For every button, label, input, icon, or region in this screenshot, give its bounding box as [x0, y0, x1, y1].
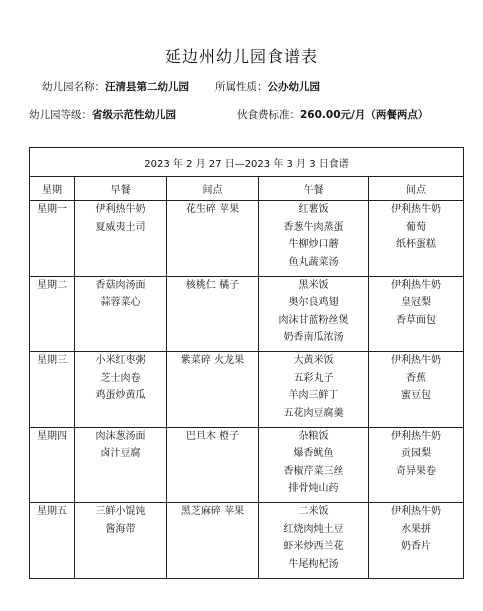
dish-item: 五彩丸子 [293, 372, 334, 384]
snack-2-cell [369, 503, 464, 579]
breakfast-cell [75, 201, 167, 277]
dish-item: 大黄米饭 [293, 355, 334, 367]
dish-item: 香菇肉汤面 [95, 279, 146, 291]
level-value: 省级示范性幼儿园 [92, 109, 176, 121]
dish-item: 香草面包 [396, 314, 437, 326]
kindergarten-type [215, 79, 320, 94]
dish-item: 酱海带 [105, 523, 136, 535]
dish-item: 肉沫葱汤面 [95, 430, 146, 442]
fee-label: 伙食费标准： [237, 109, 300, 121]
day-cell [30, 276, 75, 352]
snack-2-cell [369, 201, 464, 277]
breakfast-cell [75, 352, 167, 428]
dish-item: 蒜蓉菜心 [100, 297, 141, 309]
dish-item: 纸杯蛋糕 [396, 239, 437, 251]
dish-item: 鸡蛋炒黄瓜 [95, 390, 146, 402]
table-row [30, 276, 464, 352]
header-snack-2: 间点 [369, 177, 464, 201]
dish-item: 杂粮饭 [298, 430, 329, 442]
snack-1-cell [167, 427, 259, 503]
breakfast-cell [75, 503, 167, 579]
snack-1-cell [167, 276, 259, 352]
lunch-cell [259, 427, 369, 503]
day-label: 星期二 [37, 279, 67, 291]
snack-2-cell [369, 352, 464, 428]
dish-item: 夏威夷土司 [95, 221, 146, 233]
day-cell [30, 503, 75, 579]
type-label: 所属性质： [215, 81, 268, 93]
dish-item: 巴旦木 橙子 [185, 430, 240, 442]
day-cell [30, 352, 75, 428]
dish-item: 伊利热牛奶 [391, 506, 442, 518]
table-caption-row [30, 148, 464, 177]
dish-item: 芝士肉卷 [100, 372, 141, 384]
dish-item: 五花肉豆腐羹 [283, 407, 344, 419]
dish-item: 奥尔良鸡翅 [288, 297, 339, 309]
dish-item: 爆香鱿鱼 [293, 448, 334, 460]
level-label: 幼儿园等级： [29, 109, 92, 121]
kindergarten-level [29, 107, 176, 122]
dish-item: 黑米饭 [298, 279, 329, 291]
dish-item: 排骨炖山药 [288, 483, 339, 495]
table-row [30, 503, 464, 579]
dish-item: 香葱牛肉蒸蛋 [283, 221, 344, 233]
snack-2-cell [369, 276, 464, 352]
snack-2-cell [369, 427, 464, 503]
menu-table [29, 147, 464, 579]
day-cell [30, 427, 75, 503]
snack-1-cell [167, 201, 259, 277]
menu-body [30, 201, 464, 579]
day-label: 星期五 [37, 506, 67, 518]
dish-item: 奶香南瓜浓汤 [283, 332, 344, 344]
dish-item: 鱼丸蔬菜汤 [288, 256, 339, 268]
breakfast-cell [75, 427, 167, 503]
dish-item: 红薯饭 [298, 204, 329, 216]
header-breakfast: 早餐 [75, 177, 167, 201]
dish-item: 花生碎 苹果 [185, 204, 240, 216]
name-value: 汪清县第二幼儿园 [105, 81, 189, 93]
header-lunch: 午餐 [259, 177, 369, 201]
dish-item: 红烧肉炖土豆 [283, 523, 344, 535]
dish-item: 伊利热牛奶 [391, 430, 442, 442]
dish-item: 贡园梨 [401, 448, 432, 460]
dish-item: 牛柳炒口蘑 [288, 239, 339, 251]
table-row [30, 427, 464, 503]
dish-item: 二米饭 [298, 506, 329, 518]
dish-item: 虾米炒西兰花 [283, 541, 344, 553]
dish-item: 紫菜碎 火龙果 [180, 355, 245, 367]
dish-item: 水果拼 [401, 523, 432, 535]
lunch-cell [259, 503, 369, 579]
snack-1-cell [167, 352, 259, 428]
meal-fee [237, 107, 428, 122]
table-row [30, 201, 464, 277]
lunch-cell [259, 276, 369, 352]
fee-value: 260.00元/月（两餐两点） [300, 109, 429, 121]
table-header-row [30, 177, 464, 201]
dish-item: 核桃仁 橘子 [185, 279, 240, 291]
page-title: 延边州幼儿园食谱表 [164, 47, 318, 66]
breakfast-cell [75, 276, 167, 352]
header-day: 星期 [30, 177, 75, 201]
dish-item: 小米红枣粥 [95, 355, 146, 367]
dish-item: 肉沫甘蓝粉丝煲 [278, 314, 349, 326]
dish-item: 葡萄 [406, 221, 427, 233]
day-label: 星期一 [37, 204, 67, 216]
dish-item: 羊肉三鲜丁 [288, 390, 339, 402]
dish-item: 香椒芹菜三丝 [283, 465, 344, 477]
lunch-cell [259, 352, 369, 428]
name-label: 幼儿园名称： [42, 81, 105, 93]
dish-item: 牛尾枸杞汤 [288, 558, 339, 570]
dish-item: 伊利热牛奶 [95, 204, 146, 216]
dish-item: 伊利热牛奶 [391, 204, 442, 216]
dish-item: 奶香片 [401, 541, 432, 553]
dish-item: 香蕉 [406, 372, 427, 384]
dish-item: 黑芝麻碎 苹果 [180, 506, 245, 518]
dish-item: 伊利热牛奶 [391, 279, 442, 291]
table-caption: 2023 年 2 月 27 日—2023 年 3 月 3 日食谱 [30, 148, 464, 177]
type-value: 公办幼儿园 [267, 81, 320, 93]
snack-1-cell [167, 503, 259, 579]
dish-item: 蜜豆包 [401, 390, 432, 402]
day-cell [30, 201, 75, 277]
day-label: 星期四 [37, 430, 67, 442]
dish-item: 皇冠梨 [401, 297, 432, 309]
dish-item: 伊利热牛奶 [391, 355, 442, 367]
lunch-cell [259, 201, 369, 277]
dish-item: 三鲜小馄饨 [95, 506, 146, 518]
day-label: 星期三 [37, 355, 67, 367]
kindergarten-name [42, 79, 189, 94]
dish-item: 奇异果卷 [396, 465, 437, 477]
dish-item: 卤汁豆腐 [100, 448, 141, 460]
header-snack-1: 间点 [167, 177, 259, 201]
table-row [30, 352, 464, 428]
